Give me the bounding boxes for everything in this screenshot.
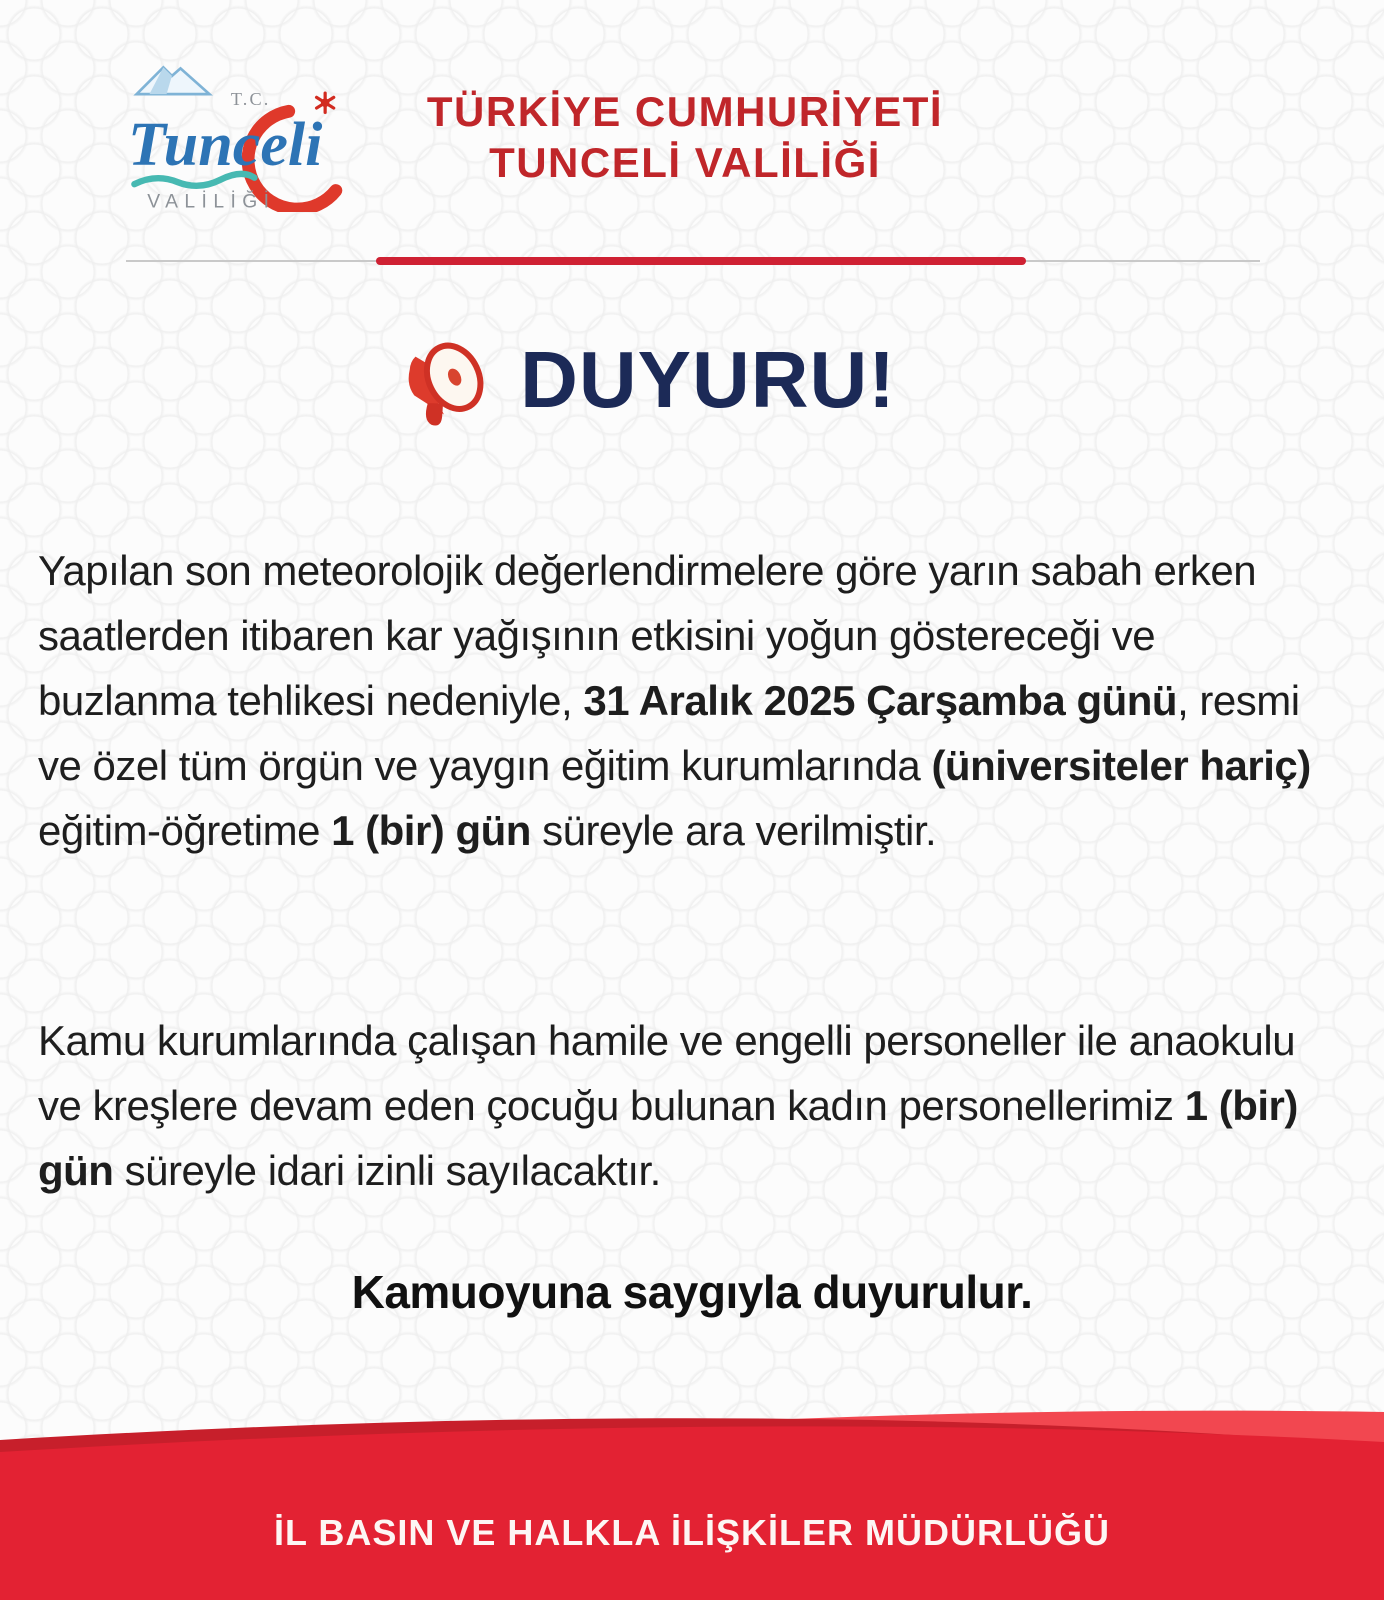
logo-tc: T.C. — [230, 88, 271, 109]
megaphone-icon — [394, 330, 494, 430]
mountain-icon — [137, 67, 210, 94]
footer-curve — [0, 1400, 1384, 1600]
footer-band — [0, 1400, 1384, 1600]
logo-artwork — [128, 62, 353, 212]
footer-text: İL BASIN VE HALKLA İLİŞKİLER MÜDÜRLÜĞÜ — [274, 1512, 1110, 1553]
header-title-line1: TÜRKİYE CUMHURİYETİ — [426, 88, 944, 135]
announcement-heading-row — [0, 330, 1290, 430]
closing-line: Kamuoyuna saygıyla duyurulur. — [351, 1266, 1033, 1318]
announcement-heading: DUYURU! — [520, 335, 896, 424]
logo-name: Tunceli — [128, 110, 323, 179]
header-title-line2: TUNCELİ VALİLİĞİ — [489, 139, 881, 186]
body-paragraph-2: Kamu kurumlarında çalışan hamile ve engelli personeller ile anaokulu ve kreşlere devam eden çocuğu bulunan kadın personellerimiz 1 (bir) gün süreyle idari izinli sayılacaktır. — [38, 1017, 1298, 1194]
divider-line — [126, 260, 1260, 262]
header-title — [345, 86, 1025, 188]
tunceli-valiligi-logo — [128, 62, 353, 212]
flower-icon — [317, 93, 334, 112]
logo-subtitle: VALİLİĞİ — [147, 191, 276, 212]
body-paragraph-1: Yapılan son meteorolojik değerlendirmelere göre yarın sabah erken saatlerden itibaren kar yağışının etkisini yoğun göstereceği ve buzlanma tehlikesi nedeniyle, 31 Aralık 2025 Çarşamba günü, resmi ve özel tüm örgün ve yaygın eğitim kurumlarında (üniversiteler hariç) eğitim-öğretime 1 (bir) gün süreyle ara verilmiştir. — [38, 547, 1311, 854]
divider-red-segment — [376, 257, 1026, 265]
